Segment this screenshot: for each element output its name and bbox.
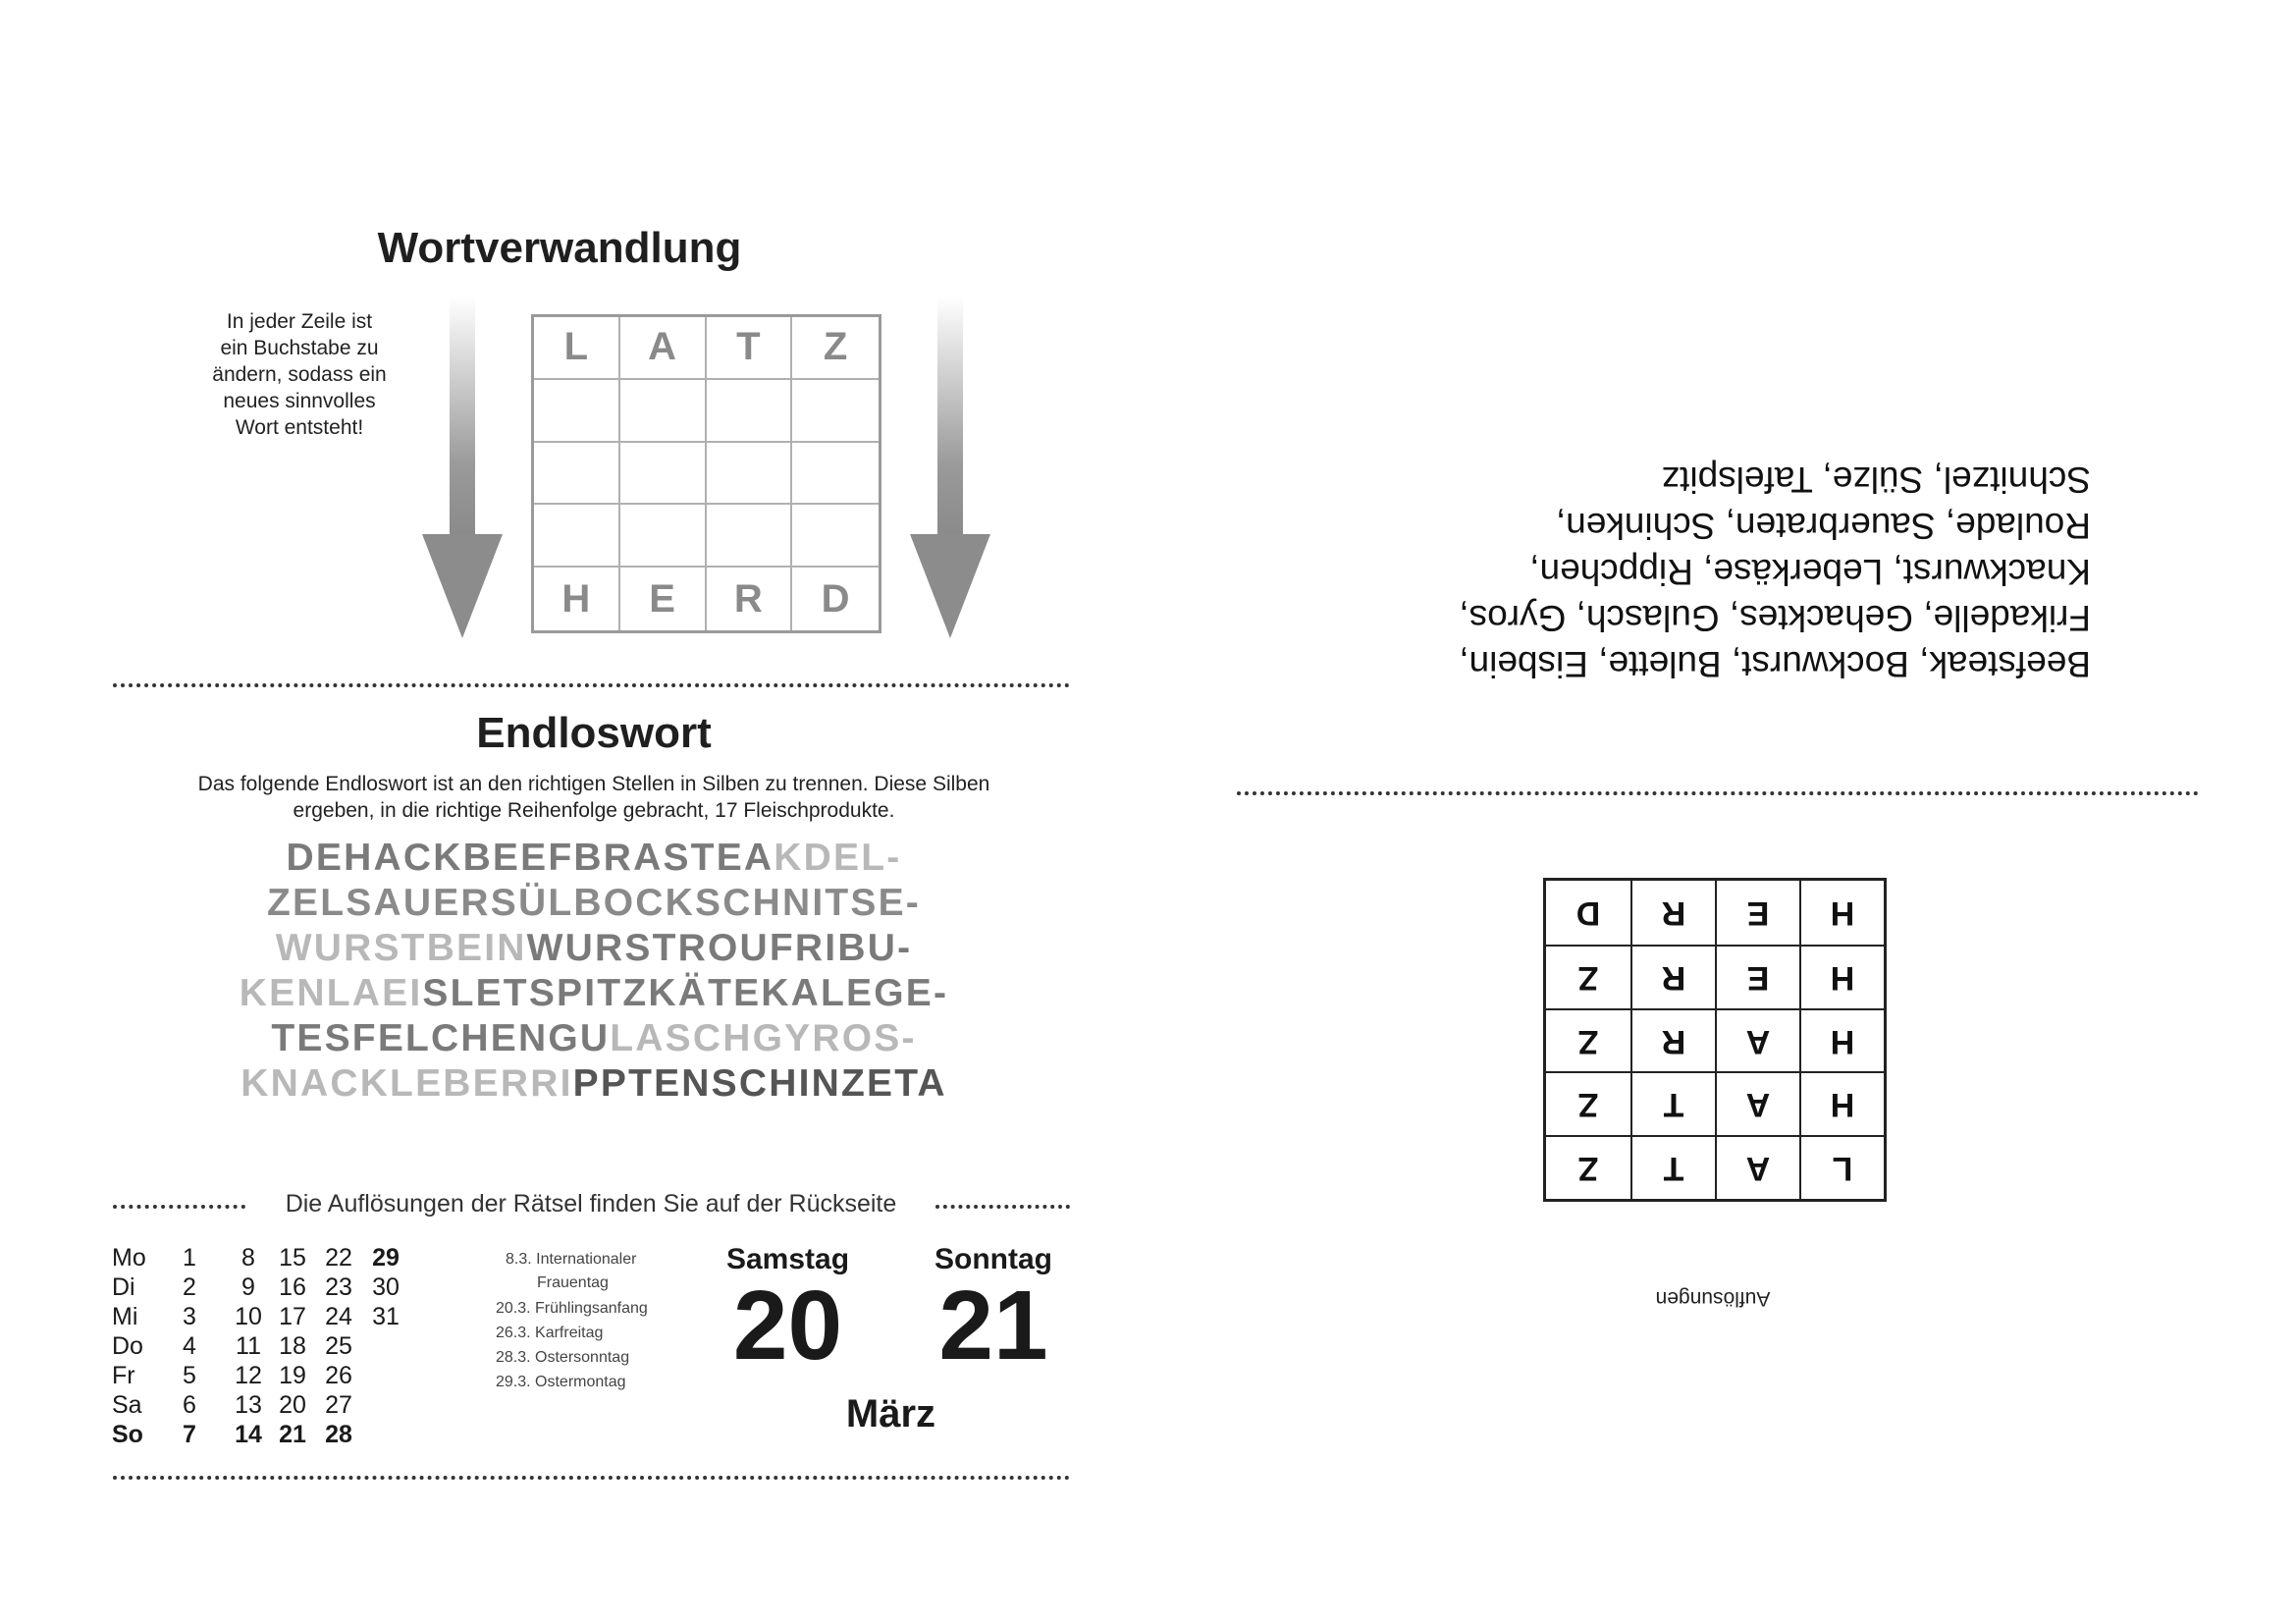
grid-cell: [707, 505, 793, 568]
grid-cell: T: [1630, 1135, 1715, 1199]
holiday-entry: 28.3. Ostersonntag: [496, 1349, 630, 1366]
calendar-date: 24: [325, 1303, 352, 1330]
grid-cell: Z: [1546, 945, 1630, 1008]
grid-cell: R: [1630, 1008, 1715, 1072]
grid-cell: D: [821, 576, 850, 621]
holiday-entry: 20.3. Frühlingsanfang: [496, 1300, 648, 1317]
calendar-date: 19: [279, 1362, 306, 1389]
weekday-label: So: [112, 1421, 143, 1448]
grid-cell: [620, 380, 707, 443]
endloswort-line: [226, 927, 962, 970]
calendar-date: 21: [279, 1421, 306, 1448]
grid-cell: Z: [1546, 1008, 1630, 1072]
grid-cell: R: [1630, 881, 1715, 945]
endloswort-line: [226, 1062, 962, 1106]
calendar-date: 22: [325, 1244, 352, 1272]
calendar-date: 8: [241, 1244, 255, 1272]
month-name: März: [845, 1392, 936, 1435]
weekday-label: Do: [112, 1332, 143, 1360]
grid-cell: L: [534, 317, 620, 380]
grid-cell: A: [1715, 1071, 1799, 1135]
grid-cell: H: [534, 568, 620, 630]
calendar-date: 26: [325, 1362, 352, 1389]
endloswort-instruction: Das folgende Endloswort ist an den richtigen Stellen in Silben zu trennen. Diese Silben ergeben, in die richtige Reihenfolge gebracht, 17 Fleischprodukte.: [197, 773, 990, 822]
holiday-entry: 26.3. Karfreitag: [496, 1325, 604, 1341]
weekday-label: Di: [112, 1273, 135, 1301]
endloswort-line: [226, 837, 962, 880]
holiday-entry: 29.3. Ostermontag: [496, 1374, 626, 1390]
solution-grid: [1543, 878, 1887, 1202]
endloswort-segment: WURSTROUFRIBU-: [526, 927, 913, 969]
calendar-date: 6: [183, 1391, 196, 1419]
grid-cell: A: [1715, 1135, 1799, 1199]
down-arrow-icon: [420, 297, 505, 640]
calendar-date: 18: [279, 1332, 306, 1360]
grid-cell: [707, 443, 793, 506]
grid-cell: E: [620, 568, 707, 630]
wortverwandlung-title: Wortverwandlung: [377, 224, 742, 272]
endloswort-segment: DEHACKBEEFBRASTEA: [286, 837, 774, 879]
grid-cell: H: [1799, 945, 1884, 1008]
grid-cell: [534, 380, 620, 443]
calendar-date: 29: [372, 1244, 400, 1272]
solutions-label: Auflösungen: [1655, 1287, 1771, 1310]
endloswort-segment: KDEL-: [774, 837, 902, 879]
calendar-date: 25: [325, 1332, 352, 1360]
grid-cell: L: [1799, 1135, 1884, 1199]
calendar-date: 31: [372, 1303, 400, 1330]
endloswort-segment: TESFELCHENGU: [271, 1017, 611, 1059]
calendar-date: 28: [325, 1421, 352, 1448]
endloswort-line: [226, 972, 962, 1015]
grid-cell: H: [1799, 1071, 1884, 1135]
wortverwandlung-grid: [531, 314, 881, 633]
weekday-label: Fr: [112, 1362, 135, 1389]
calendar-date: 20: [279, 1391, 306, 1419]
calendar-date: 4: [183, 1332, 196, 1360]
endloswort-segment: LASCHGYROS-: [610, 1017, 917, 1059]
calendar-date: 10: [235, 1303, 262, 1330]
calendar-date: 11: [236, 1332, 261, 1360]
grid-cell: A: [1715, 1008, 1799, 1072]
calendar-date: 13: [235, 1391, 262, 1419]
day1-number: 20: [732, 1271, 843, 1380]
grid-cell: Z: [792, 317, 879, 380]
day2-name: Sonntag: [934, 1243, 1052, 1275]
divider: [113, 683, 1070, 687]
holiday-entry: Frauentag: [537, 1274, 609, 1291]
weekday-label: Mi: [112, 1303, 138, 1330]
calendar-date: 7: [183, 1421, 196, 1448]
endloswort-line: [226, 882, 962, 925]
calendar-date: 9: [241, 1273, 255, 1301]
calendar-date: 16: [279, 1273, 306, 1301]
holiday-entry: 8.3. Internationaler: [506, 1251, 637, 1268]
endloswort-line: [226, 1017, 962, 1060]
weekday-label: Sa: [112, 1391, 142, 1419]
endloswort-segment: KNACKLEBERRI: [240, 1062, 573, 1105]
day1-name: Samstag: [725, 1243, 850, 1275]
grid-cell: H: [1799, 881, 1884, 945]
grid-cell: [534, 505, 620, 568]
grid-cell: [620, 443, 707, 506]
endloswort-segment: WURSTBEIN: [275, 927, 527, 969]
calendar-date: 12: [235, 1362, 262, 1389]
day2-number: 21: [938, 1271, 1048, 1380]
calendar-date: 1: [183, 1244, 196, 1272]
calendar-date: 3: [183, 1303, 196, 1330]
down-arrow-icon: [908, 297, 992, 640]
solution-word-list: Beefsteak, Bockwurst, Bulette, Eisbein, Frikadelle, Gehacktes, Gulasch, Gyros, Knackwurst, Leberkäse, Rippchen, Roulade, Sauerbraten, Schinken, Schnitzel, Sülze, Tafelspitz: [1459, 460, 2091, 684]
grid-cell: H: [1799, 1008, 1884, 1072]
grid-cell: E: [1715, 881, 1799, 945]
grid-cell: T: [1630, 1071, 1715, 1135]
grid-cell: [792, 443, 879, 506]
calendar-date: 17: [279, 1303, 306, 1330]
wortverwandlung-instruction: In jeder Zeile ist ein Buchstabe zu ändern, sodass ein neues sinnvolles Wort entsteht!: [212, 310, 387, 439]
grid-cell: [792, 380, 879, 443]
divider: [1237, 791, 2199, 795]
grid-cell: Z: [1546, 1071, 1630, 1135]
grid-cell: [620, 505, 707, 568]
grid-cell: [534, 443, 620, 506]
endloswort-segment: ZELSAUERSÜLBOCKSCHNITSE-: [267, 882, 921, 924]
grid-cell: R: [707, 568, 793, 630]
calendar-date: 5: [183, 1362, 196, 1389]
endloswort-segment: SLETSPITZKÄTEKALEGE-: [422, 972, 949, 1014]
grid-cell: [792, 505, 879, 568]
divider: [935, 1205, 1070, 1209]
calendar-date: 23: [325, 1273, 352, 1301]
calendar-date: 2: [183, 1273, 196, 1301]
weekday-label: Mo: [112, 1244, 146, 1272]
grid-cell: A: [620, 317, 707, 380]
endloswort-segment: PPTENSCHINZETA: [572, 1062, 947, 1105]
calendar-date: 14: [235, 1421, 262, 1448]
grid-cell: T: [707, 317, 793, 380]
divider: [113, 1476, 1070, 1480]
endloswort-segment: KENLAEI: [239, 972, 423, 1014]
grid-cell: R: [1630, 945, 1715, 1008]
grid-cell: Z: [1546, 1135, 1630, 1199]
calendar-date: 15: [279, 1244, 306, 1272]
calendar-date: 30: [372, 1273, 400, 1301]
divider: [113, 1205, 245, 1209]
grid-cell: E: [1715, 945, 1799, 1008]
footer-note: Die Auflösungen der Rätsel finden Sie auf der Rückseite: [285, 1190, 897, 1218]
endloswort-title: Endloswort: [476, 709, 712, 757]
grid-cell: [707, 380, 793, 443]
calendar-date: 27: [325, 1391, 352, 1419]
grid-cell: D: [1575, 893, 1601, 932]
